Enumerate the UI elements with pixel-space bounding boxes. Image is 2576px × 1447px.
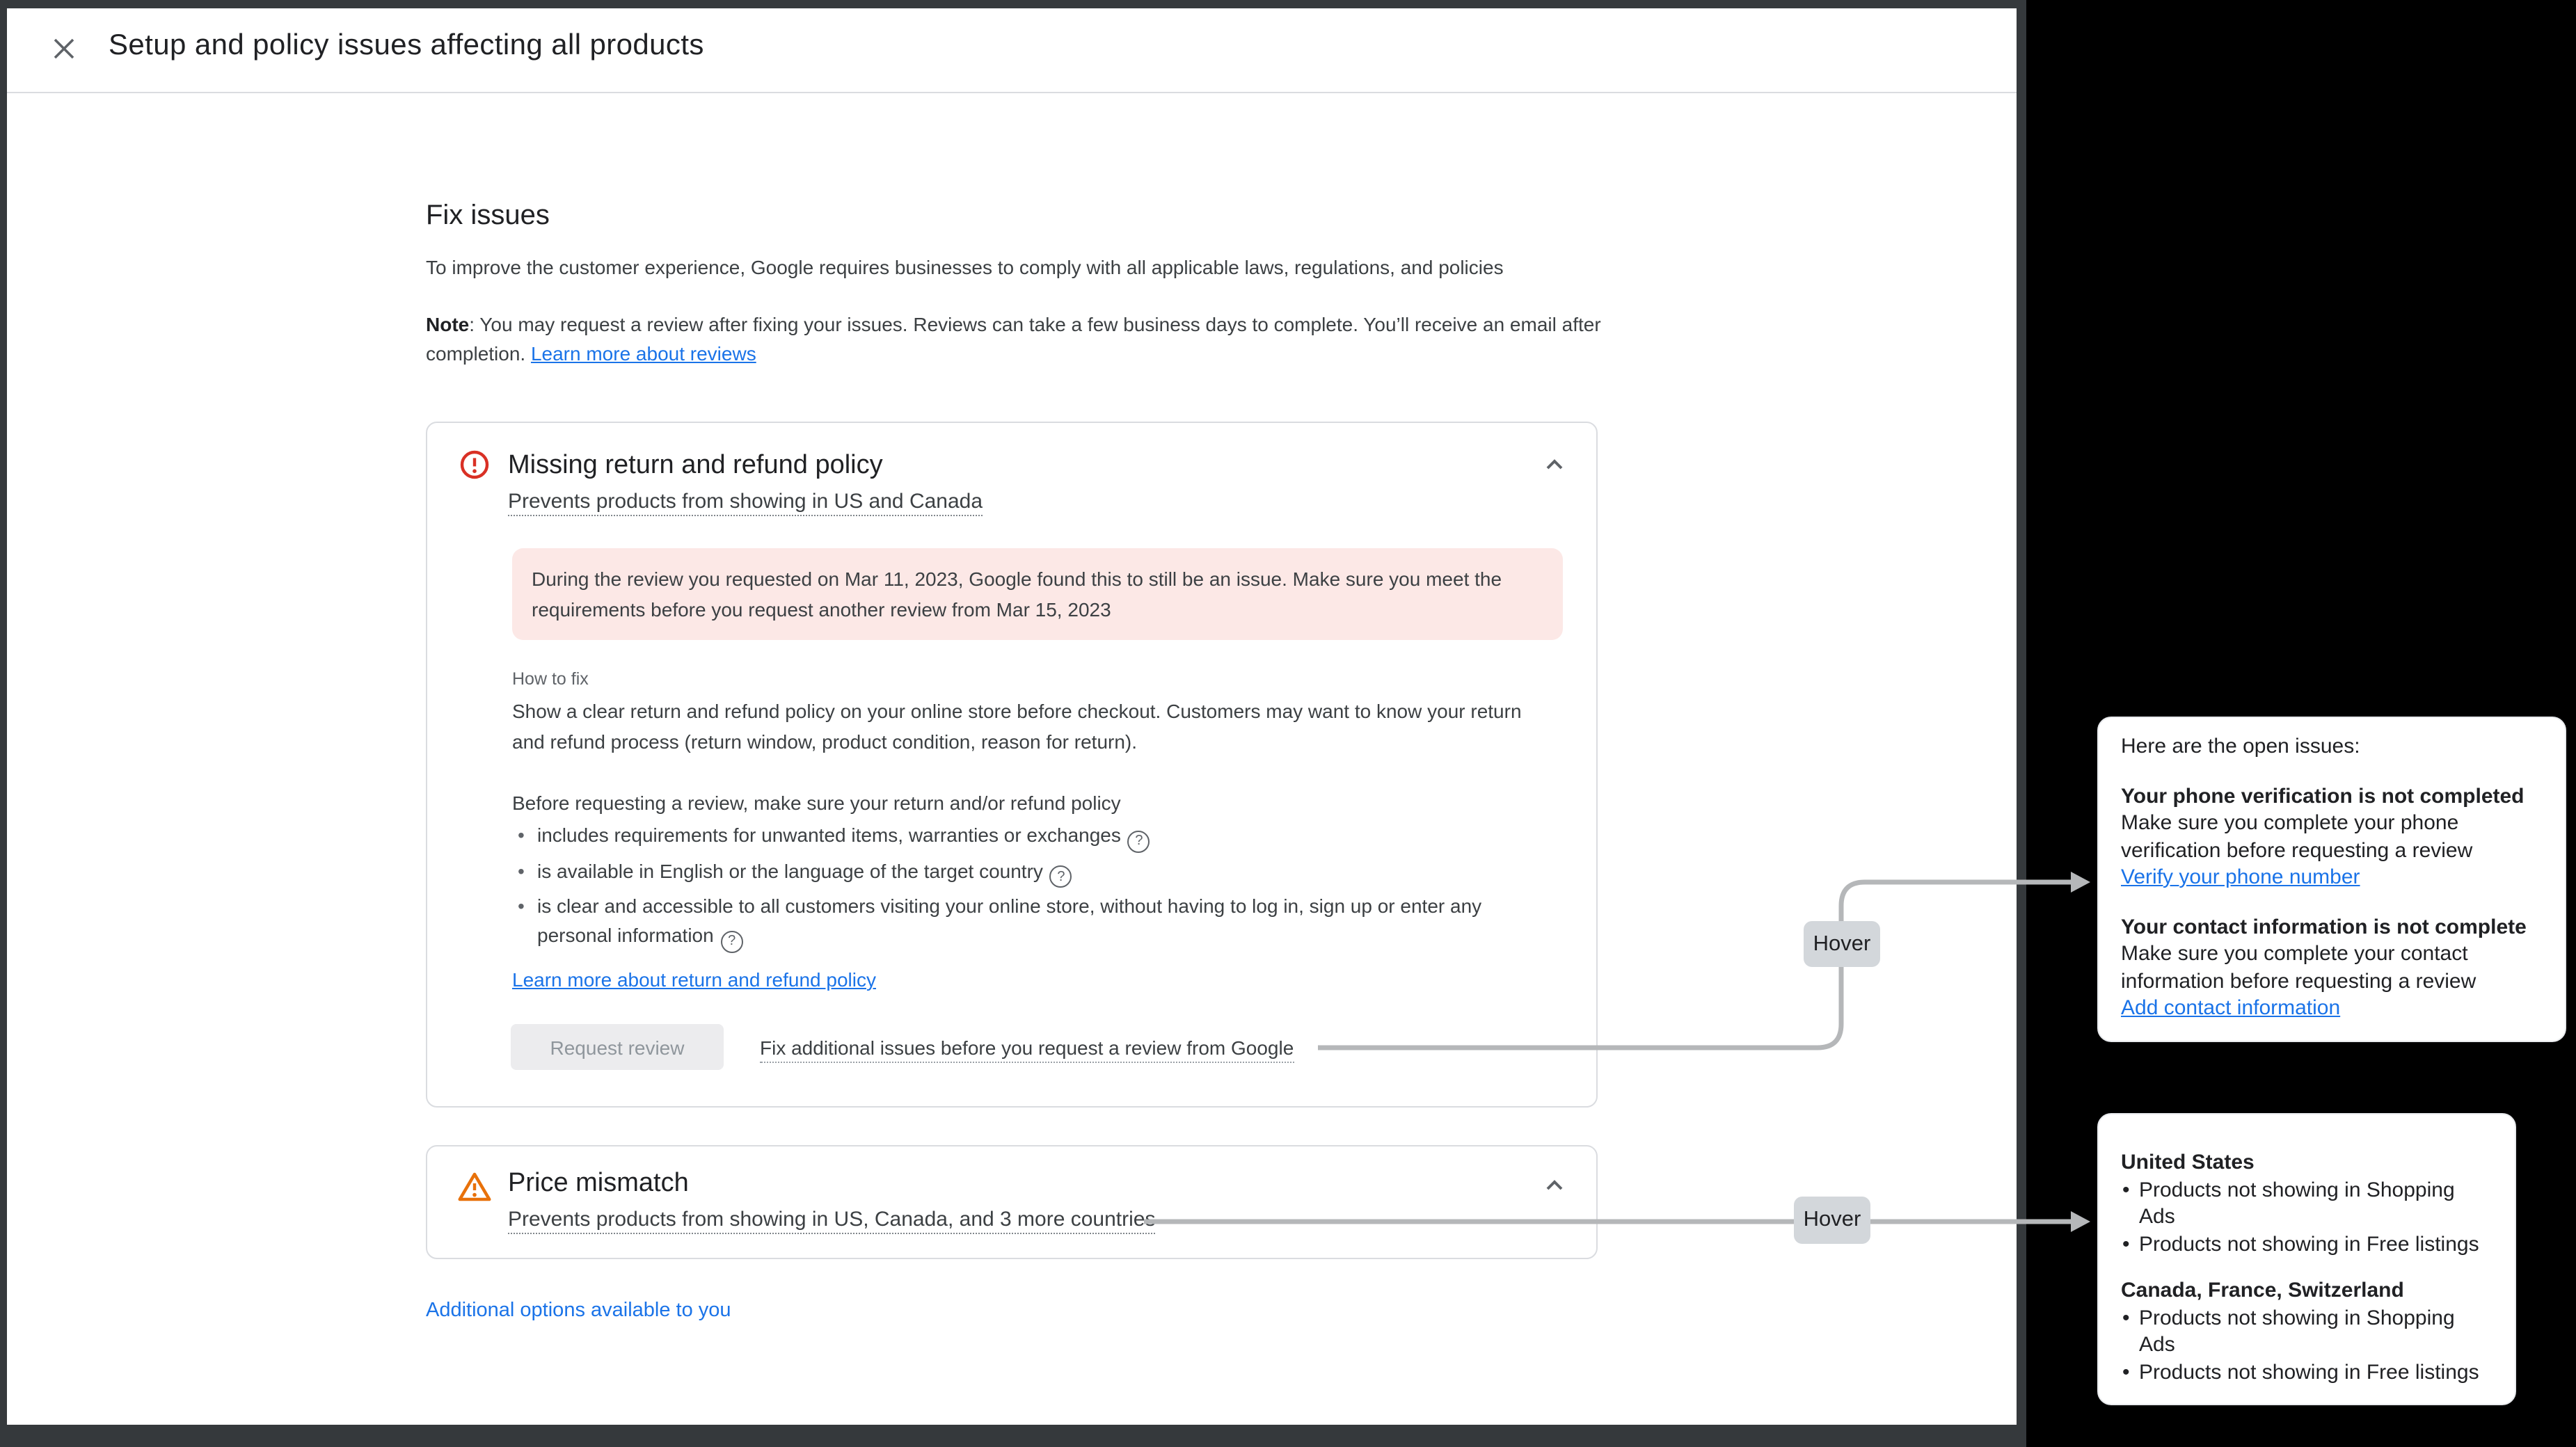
help-icon[interactable]: ? xyxy=(721,930,743,952)
tooltip-item: • Products not showing in Free listings xyxy=(2121,1359,2492,1386)
dialog-title: Setup and policy issues affecting all products xyxy=(109,29,704,61)
collapse-card-button[interactable] xyxy=(1538,448,1571,481)
tooltip-item: • Products not showing in Shopping Ads xyxy=(2121,1304,2492,1359)
close-button[interactable] xyxy=(46,31,82,67)
checklist-item-text: is available in English or the language of the target country xyxy=(537,859,1043,881)
error-icon xyxy=(459,449,490,480)
issue-title: Missing return and refund policy xyxy=(508,451,883,480)
learn-more-reviews-link[interactable]: Learn more about reviews xyxy=(530,342,756,365)
tooltip-group xyxy=(2121,1277,2492,1386)
arrowhead xyxy=(2071,1211,2090,1232)
verify-phone-link[interactable]: Verify your phone number xyxy=(2121,865,2360,889)
tooltip-section-title: Your phone verification is not completed xyxy=(2121,784,2525,808)
note-label: Note xyxy=(426,312,470,335)
help-icon[interactable]: ? xyxy=(1128,830,1150,852)
additional-options-link[interactable]: Additional options available to you xyxy=(426,1300,731,1322)
policy-checklist xyxy=(516,821,1546,957)
hover-cursor-annotation: Hover xyxy=(1804,921,1880,967)
close-icon xyxy=(51,36,77,61)
checklist-item xyxy=(516,856,1546,888)
tooltip-group-title: Canada, France, Switzerland xyxy=(2121,1279,2404,1302)
tooltip-section xyxy=(2121,913,2543,1022)
tooltip-group xyxy=(2121,1149,2492,1258)
tooltip-section-title: Your contact information is not complete xyxy=(2121,915,2527,938)
country-issues-tooltip xyxy=(2097,1113,2516,1405)
chevron-up-icon xyxy=(1542,1173,1567,1198)
chevron-up-icon xyxy=(1542,452,1567,477)
review-result-alert: During the review you requested on Mar 11, 2023, Google found this to still be an issue. Make sure you meet the requirements before you request another review from Mar 15, 2023 xyxy=(512,548,1563,640)
checklist-item xyxy=(516,821,1546,852)
how-to-fix-instructions: Show a clear return and refund policy on your online store before checkout. Customers may want to know your return and refund process (return window, product condition, reason for return). xyxy=(512,700,1522,753)
issue-subtitle-countries[interactable]: Prevents products from showing in US and Canada xyxy=(508,490,983,516)
learn-more-return-policy-link[interactable]: Learn more about return and refund policy xyxy=(512,968,876,991)
how-to-fix-label: How to fix xyxy=(512,669,589,689)
issue-subtitle-countries[interactable]: Prevents products from showing in US, Canada, and 3 more countries xyxy=(508,1208,1155,1234)
tooltip-section xyxy=(2121,783,2543,891)
tooltip-group-items xyxy=(2121,1304,2492,1386)
tooltip-group-title: United States xyxy=(2121,1151,2255,1174)
intro-section xyxy=(426,200,1620,369)
checklist-intro: Before requesting a review, make sure your return and/or refund policy xyxy=(512,792,1121,814)
checklist-item-text: includes requirements for unwanted items, warranties or exchanges xyxy=(537,824,1121,846)
intro-paragraph: To improve the customer experience, Google requires businesses to comply with all applicable laws, regulations, and policies xyxy=(426,256,1504,278)
help-icon[interactable]: ? xyxy=(1050,865,1072,888)
request-review-button[interactable]: Request review xyxy=(511,1024,724,1070)
tooltip-section-body: Make sure you complete your phone verification before requesting a review xyxy=(2121,811,2473,862)
note-paragraph xyxy=(426,310,1620,369)
warning-icon xyxy=(456,1170,493,1204)
open-issues-tooltip xyxy=(2097,717,2566,1041)
hover-cursor-annotation: Hover xyxy=(1794,1197,1870,1244)
tooltip-group-items xyxy=(2121,1176,2492,1258)
tooltip-intro: Here are the open issues: xyxy=(2121,735,2360,758)
arrowhead xyxy=(2071,872,2090,893)
tooltip-item: • Products not showing in Free listings xyxy=(2121,1231,2492,1258)
tooltip-section-body: Make sure you complete your contact information before requesting a review xyxy=(2121,942,2476,993)
header-divider xyxy=(7,92,2017,93)
add-contact-info-link[interactable]: Add contact information xyxy=(2121,996,2341,1020)
note-text: : You may request a review after fixing your issues. Reviews can take a few business days to complete. You’ll receive an email after completion. xyxy=(426,312,1601,365)
fix-additional-issues-note[interactable]: Fix additional issues before you request a review from Google xyxy=(760,1037,1294,1063)
checklist-item xyxy=(516,892,1546,952)
issue-card-return-policy xyxy=(426,422,1598,1108)
checklist-item-text: is clear and accessible to all customers visiting your online store, without having to log in, sign up or enter any personal information xyxy=(537,895,1482,946)
tooltip-item: • Products not showing in Shopping Ads xyxy=(2121,1176,2492,1231)
collapse-card-button[interactable] xyxy=(1538,1169,1571,1202)
fix-issues-heading: Fix issues xyxy=(426,200,550,231)
issue-title: Price mismatch xyxy=(508,1169,689,1198)
issue-card-price-mismatch xyxy=(426,1145,1598,1259)
